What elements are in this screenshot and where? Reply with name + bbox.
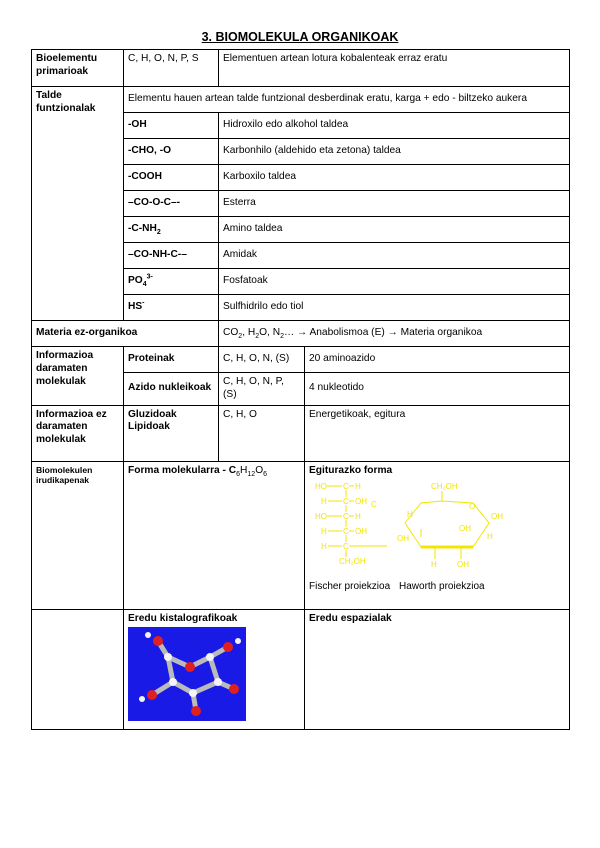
row-info-proteinak	[32, 347, 570, 373]
haworth-caption: Haworth proiekzioa	[399, 581, 485, 593]
svg-text:C: C	[343, 527, 349, 537]
svg-text:H: H	[321, 497, 327, 507]
group-name: Karboxilo taldea	[219, 165, 570, 191]
group-formula: -OH	[124, 113, 219, 139]
biomolecule-table	[31, 49, 570, 730]
svg-text:OH: OH	[457, 560, 469, 570]
empty-cell	[32, 609, 124, 729]
svg-text:OH: OH	[355, 527, 367, 537]
kristal-label: Eredu kistalografikoak	[128, 612, 238, 624]
egitura-cell	[305, 461, 570, 609]
row-talde-intro	[32, 87, 570, 113]
infoez-names: Gluzidoak Lipidoak	[124, 405, 219, 461]
svg-text:H: H	[355, 482, 361, 492]
svg-text:OH: OH	[397, 534, 409, 544]
row-ereduak	[32, 609, 570, 729]
group-name: Esterra	[219, 191, 570, 217]
group-formula: -COOH	[124, 165, 219, 191]
group-formula: HS-	[124, 295, 219, 321]
bioelementu-elements: C, H, O, N, P, S	[124, 50, 219, 87]
fischer-caption: Fischer proiekzioa	[309, 581, 391, 593]
info-label: Informazioa daramaten molekulak	[32, 347, 124, 406]
row-materia	[32, 321, 570, 347]
haworth-projection	[397, 482, 503, 569]
materia-desc: $CO_2$, $H_2O$, $N_2\dots$ → Anabolismoa (E) → Materia organikoa	[219, 321, 570, 347]
irudi-label: Biomolekulen irudikapenak	[32, 461, 124, 609]
svg-text:C: C	[343, 482, 349, 492]
row-infoez	[32, 405, 570, 461]
info-desc: 4 nukleotido	[305, 373, 570, 406]
svg-text:OH: OH	[355, 497, 367, 507]
egitura-label: Egiturazko forma	[309, 464, 393, 476]
svg-text:CH₂OH: CH₂OH	[431, 482, 458, 492]
espazial-label: Eredu espazialak	[309, 612, 392, 624]
infoez-label: Informazioa ez daramaten molekulak	[32, 405, 124, 461]
svg-text:C: C	[371, 500, 377, 510]
group-name: Sulfhidrilo edo tiol	[219, 295, 570, 321]
group-name: Hidroxilo edo alkohol taldea	[219, 113, 570, 139]
info-elements: C, H, O, N, (S)	[219, 347, 305, 373]
kristal-cell	[124, 609, 305, 729]
group-name: Amino taldea	[219, 217, 570, 243]
group-formula: –CO-O-C–-	[124, 191, 219, 217]
materia-label: Materia ez-organikoa	[32, 321, 219, 347]
forma-label: Forma molekularra - C	[128, 464, 237, 476]
svg-text:H: H	[355, 512, 361, 522]
row-irudi	[32, 461, 570, 609]
forma-cell: Forma molekularra - $C_6H_{12}O_6$	[124, 461, 305, 609]
infoez-desc: Energetikoak, egitura	[305, 405, 570, 461]
info-name: Proteinak	[124, 347, 219, 373]
group-formula: $-C-NH_2$	[124, 217, 219, 243]
group-name: Karbonhilo (aldehido eta zetona) taldea	[219, 139, 570, 165]
info-desc: 20 aminoazido	[305, 347, 570, 373]
fischer-projection	[315, 482, 387, 566]
svg-text:H: H	[431, 560, 437, 570]
svg-text:HO: HO	[315, 482, 327, 492]
structural-formulas	[309, 479, 564, 587]
group-name: Fosfatoak	[219, 269, 570, 295]
group-formula: -CHO, -O	[124, 139, 219, 165]
infoez-elements: C, H, O	[219, 405, 305, 461]
group-name: Amidak	[219, 243, 570, 269]
info-elements: C, H, O, N, P, (S)	[219, 373, 305, 406]
group-formula: –CO-NH-C-–	[124, 243, 219, 269]
talde-intro: Elementu hauen artean talde funtzional desberdinak eratu, karga + edo - biltzeko aukera	[124, 87, 570, 113]
svg-text:H: H	[487, 532, 493, 542]
svg-text:H: H	[321, 527, 327, 537]
page-title: 3. BIOMOLEKULA ORGANIKOAK	[201, 30, 399, 44]
group-formula: $PO_4^{3-}$	[124, 269, 219, 295]
svg-text:C: C	[343, 512, 349, 522]
talde-label: Talde funtzionalak	[32, 87, 124, 321]
info-name: Azido nukleikoak	[124, 373, 219, 406]
svg-text:C: C	[343, 542, 349, 552]
svg-text:C: C	[343, 497, 349, 507]
svg-text:CH₂OH: CH₂OH	[339, 557, 366, 567]
row-bioelementu	[32, 50, 570, 87]
svg-text:H: H	[407, 510, 413, 520]
bioelementu-desc: Elementuen artean lotura kobalenteak erraz eratu	[219, 50, 570, 87]
espazial-cell	[305, 609, 570, 729]
bioelementu-label: Bioelementu primarioak	[32, 50, 124, 87]
svg-text:HO: HO	[315, 512, 327, 522]
svg-text:OH: OH	[491, 512, 503, 522]
ball-stick-model	[128, 627, 246, 721]
svg-text:H: H	[321, 542, 327, 552]
svg-text:O: O	[469, 502, 476, 512]
svg-text:OH: OH	[459, 524, 471, 534]
